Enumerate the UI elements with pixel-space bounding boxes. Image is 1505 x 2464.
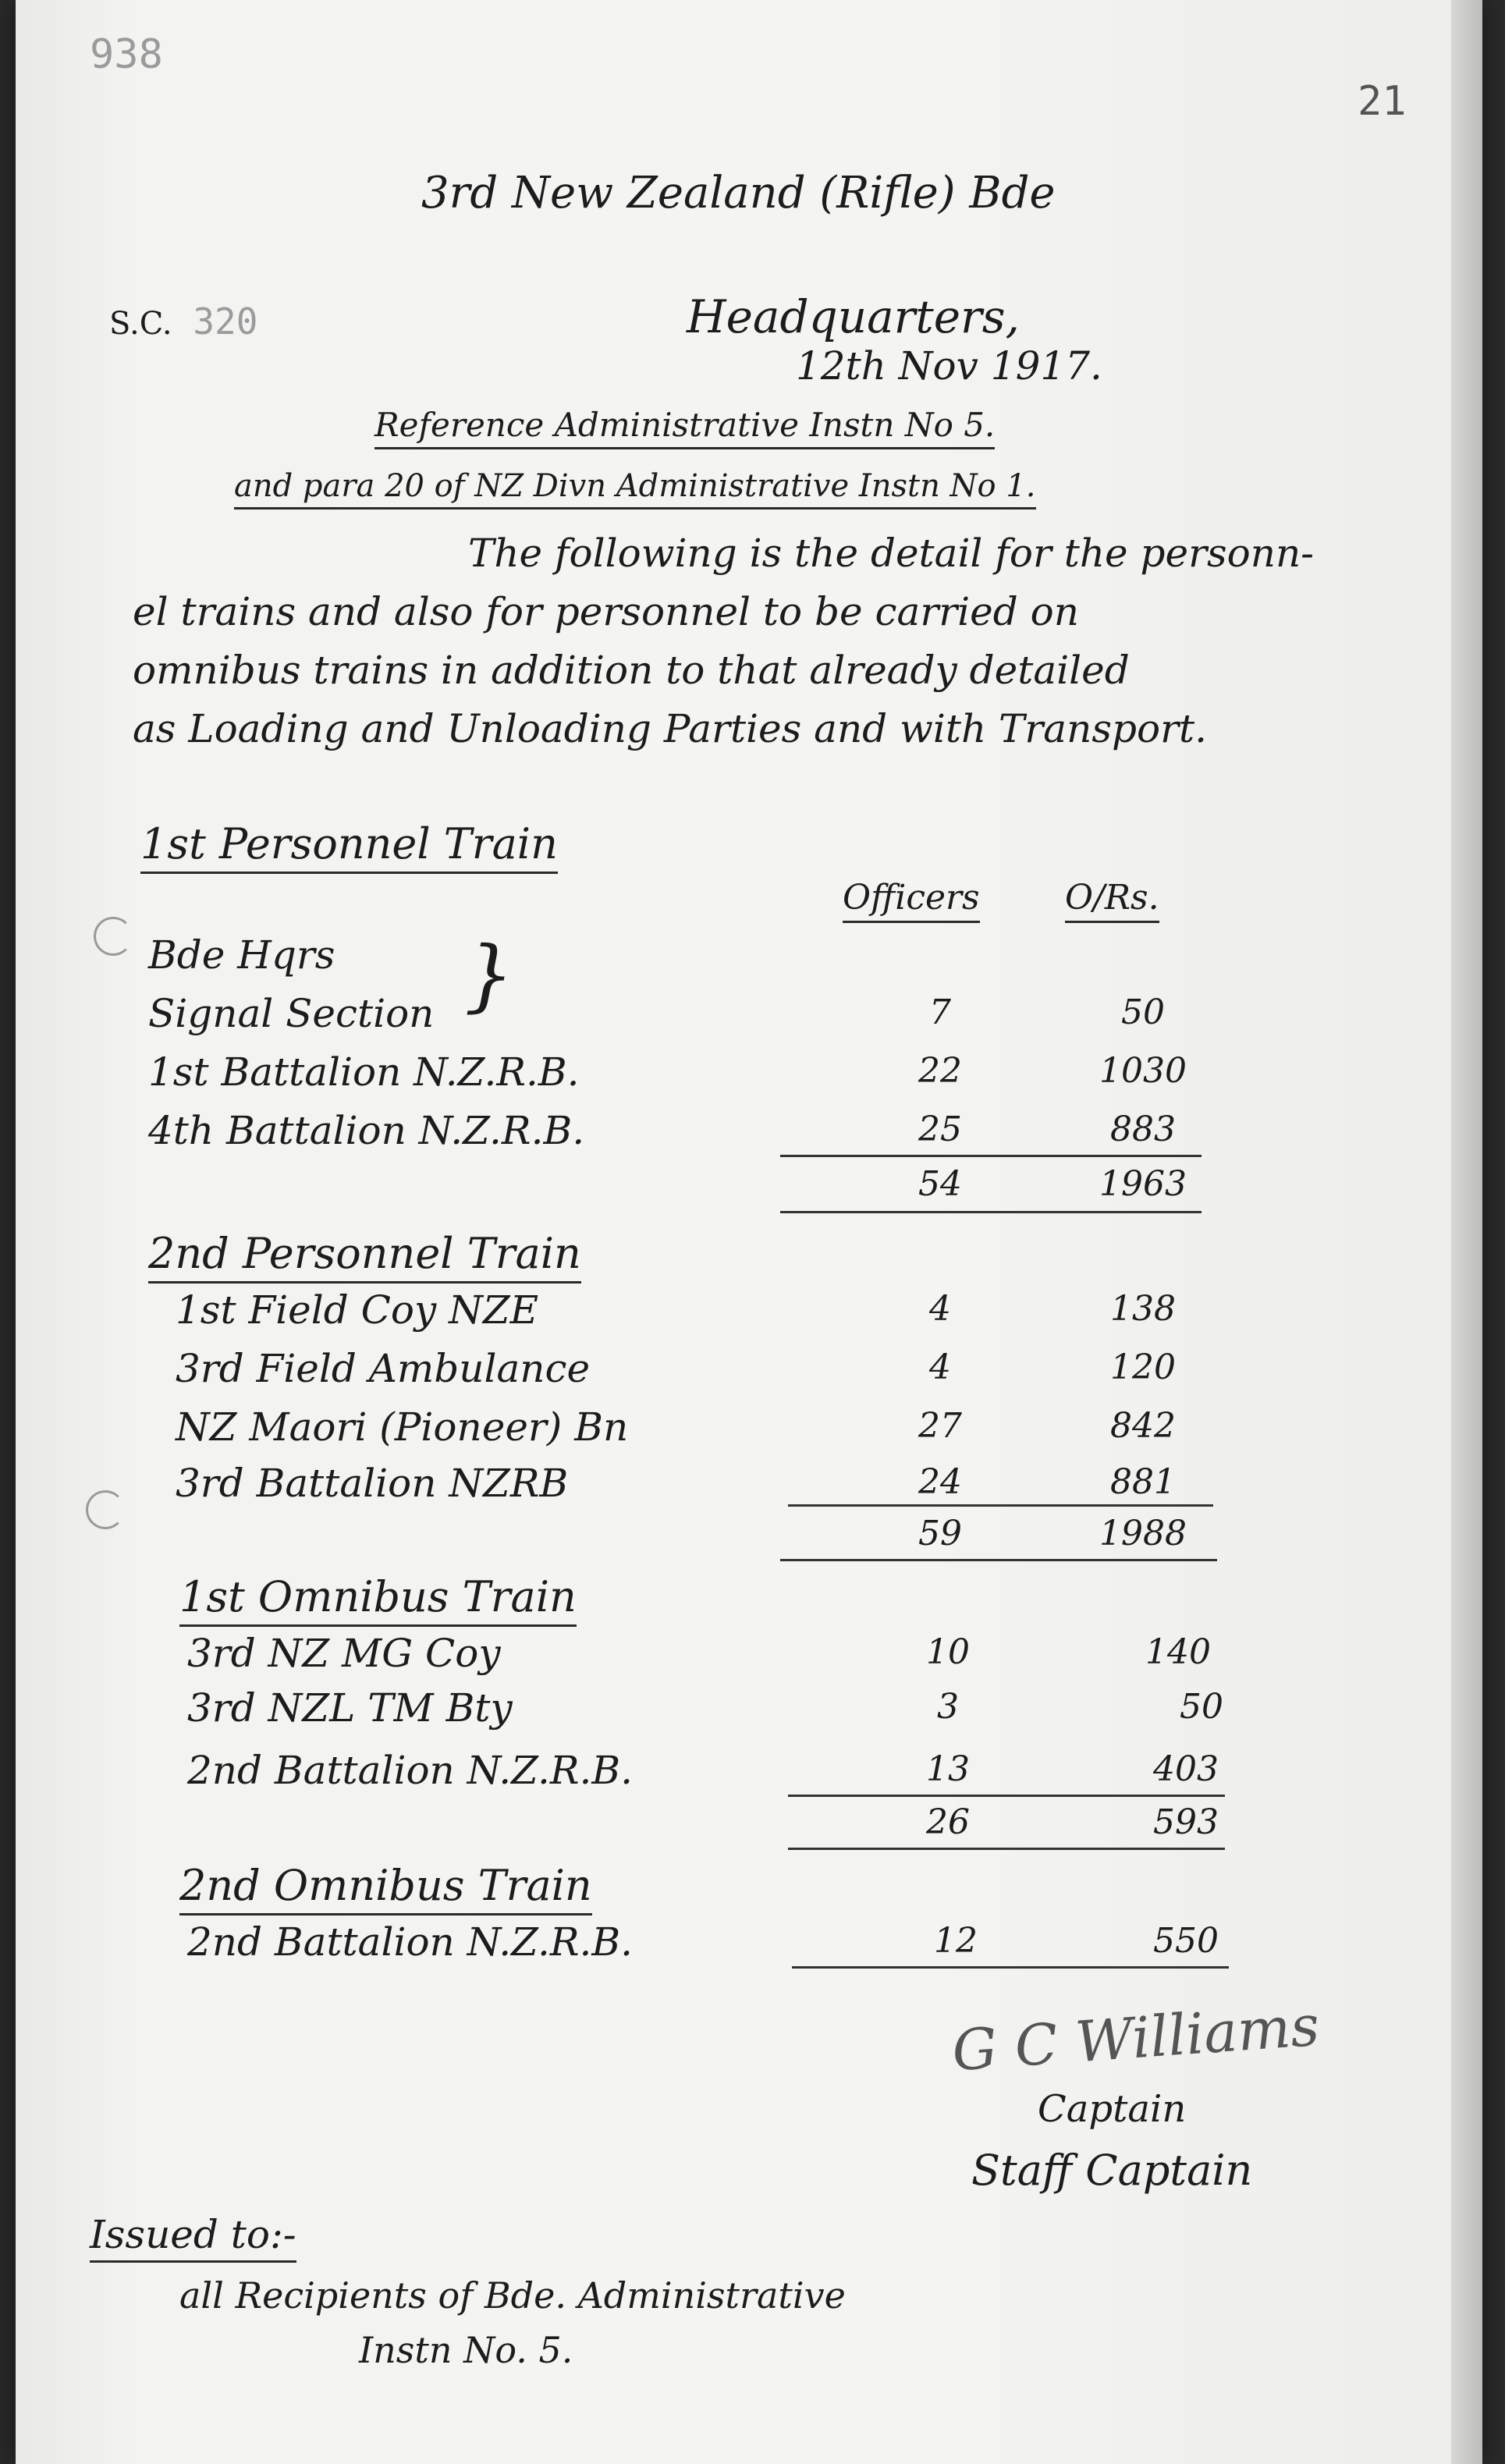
officers-value: 3 — [937, 1687, 959, 1727]
ors-value: 50 — [1180, 1687, 1223, 1727]
officers-value: 24 — [918, 1462, 962, 1502]
distribution-heading: Issued to:- — [90, 2212, 296, 2263]
total-officers: 54 — [918, 1164, 962, 1204]
signature: G C Williams — [949, 1992, 1322, 2084]
row-label: 2nd Battalion N.Z.R.B. — [187, 1748, 634, 1793]
location: Headquarters, — [687, 290, 1020, 343]
column-header-ors: O/Rs. — [1065, 878, 1159, 923]
subtotal-rule — [788, 1795, 1225, 1797]
ors-value: 140 — [1145, 1632, 1211, 1672]
ors-value: 881 — [1110, 1462, 1176, 1502]
row-label: 3rd Field Ambulance — [176, 1346, 591, 1391]
total-ors: 1963 — [1099, 1164, 1187, 1204]
officers-value: 13 — [926, 1749, 970, 1789]
officers-value: 10 — [926, 1632, 970, 1672]
total-rule — [788, 1848, 1225, 1850]
ors-value: 1030 — [1099, 1051, 1187, 1091]
row-label: 4th Battalion N.Z.R.B. — [148, 1108, 585, 1153]
signatory-rank: Captain — [1038, 2087, 1187, 2131]
reference-line-2: and para 20 of NZ Divn Administrative Instn No 1. — [234, 468, 1036, 509]
officers-value: 25 — [918, 1110, 962, 1149]
section-title: 2nd Personnel Train — [148, 1229, 581, 1283]
row-label: 3rd NZ MG Coy — [187, 1631, 501, 1676]
officers-value: 27 — [918, 1406, 962, 1446]
body-line: as Loading and Unloading Parties and with Transport. — [133, 706, 1207, 751]
total-ors: 1988 — [1099, 1514, 1187, 1553]
brace-mark: } — [464, 929, 514, 1021]
row-label: Signal Section — [148, 991, 435, 1036]
body-line: omnibus trains in addition to that already detailed — [133, 648, 1130, 693]
total-ors: 593 — [1153, 1802, 1219, 1842]
officers-value: 4 — [929, 1289, 951, 1329]
row-label: 2nd Battalion N.Z.R.B. — [187, 1919, 634, 1965]
row-label: 1st Battalion N.Z.R.B. — [148, 1049, 580, 1095]
officers-value: 4 — [929, 1347, 951, 1387]
ors-value: 883 — [1110, 1110, 1176, 1149]
section-title: 1st Personnel Train — [140, 819, 558, 874]
ors-value: 50 — [1121, 992, 1165, 1032]
officers-value: 22 — [918, 1051, 962, 1091]
document-date: 12th Nov 1917. — [796, 343, 1102, 389]
officers-value: 7 — [929, 992, 951, 1032]
body-line: el trains and also for personnel to be carried on — [133, 589, 1079, 634]
distribution-line: Instn No. 5. — [359, 2329, 573, 2371]
row-label: 3rd Battalion NZRB — [176, 1461, 569, 1506]
subtotal-rule — [780, 1155, 1202, 1157]
distribution-line: all Recipients of Bde. Administrative — [179, 2274, 846, 2317]
punch-hole — [94, 917, 133, 956]
total-rule — [780, 1559, 1217, 1561]
reference-line-1: Reference Administrative Instn No 5. — [374, 406, 995, 449]
page-edge — [1451, 0, 1482, 2464]
section-title: 1st Omnibus Train — [179, 1572, 577, 1627]
total-rule — [780, 1211, 1202, 1213]
unit-heading: 3rd New Zealand (Rifle) Bde — [421, 168, 1056, 218]
corner-number: 938 — [90, 31, 163, 78]
total-rule — [792, 1966, 1229, 1969]
row-label: 3rd NZL TM Bty — [187, 1685, 513, 1731]
subtotal-rule — [788, 1504, 1213, 1507]
row-label: Bde Hqrs — [148, 932, 335, 978]
ors-value: 403 — [1153, 1749, 1219, 1789]
file-ref-number: 320 — [193, 300, 258, 343]
body-line: The following is the detail for the personn- — [468, 531, 1315, 576]
total-officers: 26 — [926, 1802, 970, 1842]
row-label: NZ Maori (Pioneer) Bn — [176, 1404, 629, 1450]
file-ref-prefix: S.C. — [109, 306, 172, 342]
row-label: 1st Field Coy NZE — [176, 1287, 539, 1333]
column-header-officers: Officers — [843, 878, 980, 923]
total-officers: 59 — [918, 1514, 962, 1553]
punch-hole — [86, 1490, 125, 1529]
signatory-appointment: Staff Captain — [971, 2146, 1253, 2195]
section-title: 2nd Omnibus Train — [179, 1861, 592, 1915]
ors-value: 120 — [1110, 1347, 1176, 1387]
ors-value: 138 — [1110, 1289, 1176, 1329]
ors-value: 550 — [1153, 1921, 1219, 1961]
ors-value: 842 — [1110, 1406, 1176, 1446]
officers-value: 12 — [934, 1921, 978, 1961]
file-reference — [109, 300, 257, 343]
folio-number: 21 — [1358, 78, 1407, 125]
document-page — [16, 0, 1482, 2464]
